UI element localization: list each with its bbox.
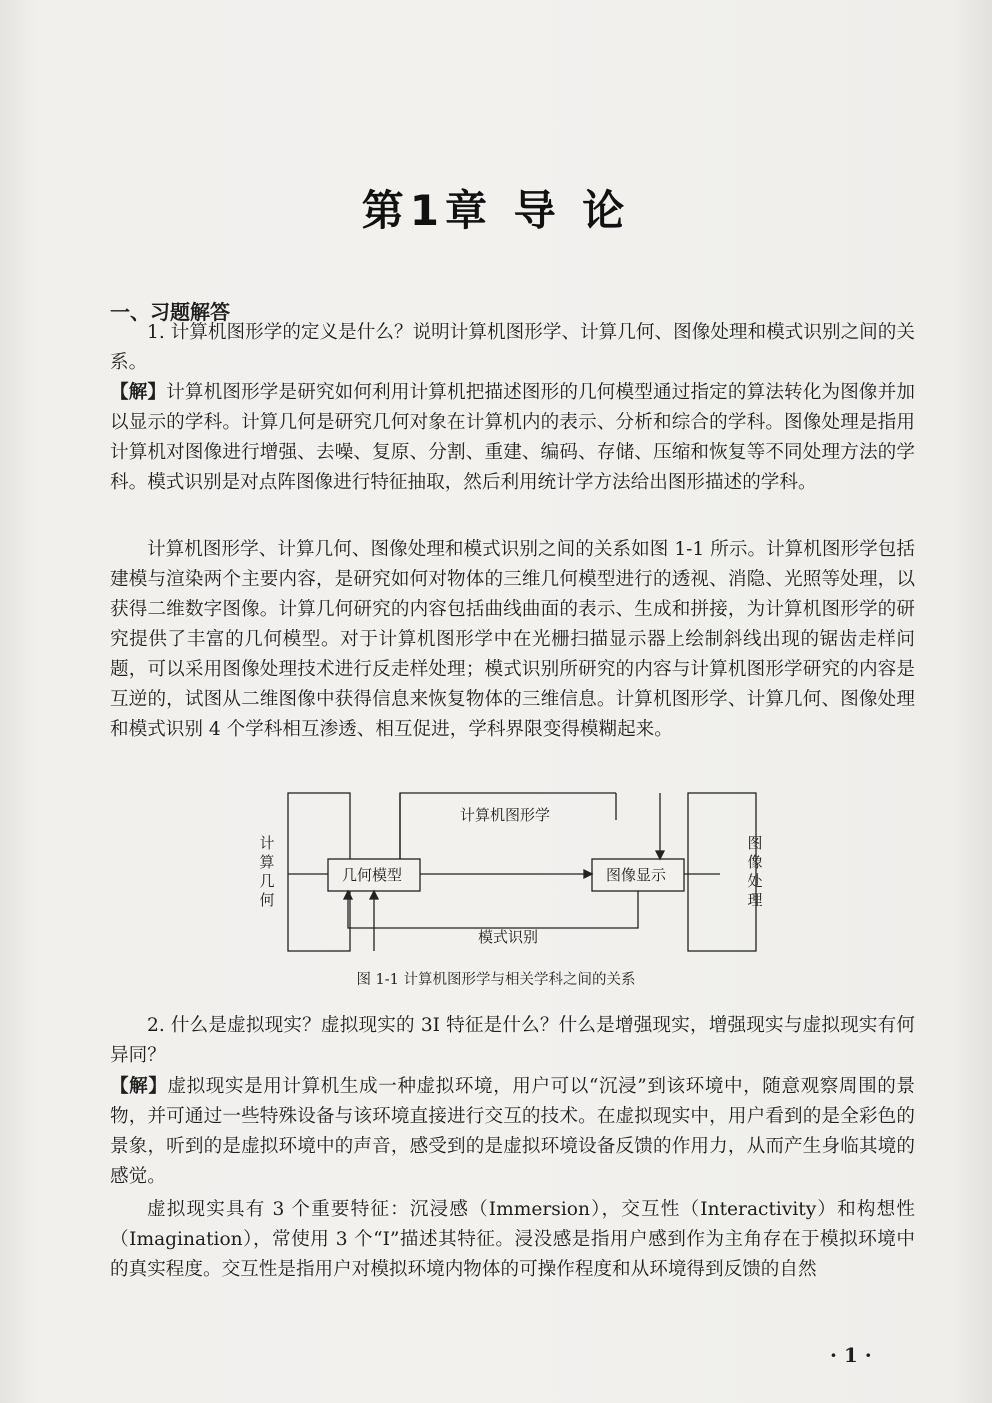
figure-caption: 图 1-1 计算机图形学与相关学科之间的关系: [356, 972, 636, 988]
answer-2-text: 虚拟现实是用计算机生成一种虚拟环境，用户可以“沉浸”到该环境中，随意观察周围的景物，并可通过一些特殊设备与该环境直接进行交互的技术。在虚拟现实中，用户看到的是全彩色的景象，听到的是虚拟环境中的声音，感受到的是虚拟环境设备反馈的作用力，从而产生身临其境的感觉。: [110, 1076, 915, 1187]
chapter-title: 第1章 导 论: [361, 186, 631, 235]
answer-1: [110, 378, 915, 498]
label-computer-graphics: 计算机图形学: [460, 806, 551, 824]
question-2: 2. 什么是虚拟现实？虚拟现实的 3I 特征是什么？什么是增强现实，增强现实与虚拟现实有何异同？: [110, 1015, 915, 1066]
label-computational-geometry: 计算几何: [259, 834, 275, 909]
box-image-display: 图像显示: [606, 866, 667, 884]
box-geometric-model: 几何模型: [342, 866, 403, 884]
answer-1-paragraph-2: 计算机图形学、计算几何、图像处理和模式识别之间的关系如图 1-1 所示。计算机图形学包括建模与渲染两个主要内容，是研究如何对物体的三维几何模型进行的透视、消隐、光照等处理，以获得二维数字图像。计算几何研究的内容包括曲线曲面的表示、生成和拼接，为计算机图形学的研究提供了丰富的几何模型。对于计算机图形学中在光栅扫描显示器上绘制斜线出现的锯齿走样问题，可以采用图像处理技术进行反走样处理；模式识别所研究的内容与计算机图形学研究的内容是互逆的，试图从二维图像中获得信息来恢复物体的三维信息。计算机图形学、计算几何、图像处理和模式识别 4 个学科相互渗透、相互促进，学科界限变得模糊起来。: [110, 539, 915, 740]
label-pattern-recognition: 模式识别: [478, 928, 539, 946]
answer-label: 【解】: [110, 1076, 168, 1097]
relationship-diagram: [250, 790, 790, 990]
answer-1-text: 计算机图形学是研究如何利用计算机把描述图形的几何模型通过指定的算法转化为图像并加以显示的学科。计算几何是研究几何对象在计算机内的表示、分析和综合的学科。图像处理是指用计算机对图像进行增强、去噪、复原、分割、重建、编码、存储、压缩和恢复等不同处理方法的学科。模式识别是对点阵图像进行特征抽取，然后利用统计学方法给出图形描述的学科。: [110, 382, 915, 493]
section-heading: 一、习题解答: [110, 300, 230, 324]
label-image-processing: 图像处理: [747, 834, 763, 909]
page-number: · 1 ·: [830, 1343, 872, 1367]
question-1: 1. 计算机图形学的定义是什么？说明计算机图形学、计算几何、图像处理和模式识别之间的关系。: [110, 322, 915, 373]
answer-label: 【解】: [110, 382, 167, 403]
answer-2: [110, 1072, 915, 1192]
answer-2-paragraph-2: 虚拟现实具有 3 个重要特征：沉浸感（Immersion），交互性（Interactivity）和构想性（Imagination），常使用 3 个“I”描述其特征。浸没感是指用户感到作为主角存在于模拟环境中的真实程度。交互性是指用户对模拟环境内物体的可操作程度和从环境得到反馈的自然: [110, 1199, 915, 1280]
